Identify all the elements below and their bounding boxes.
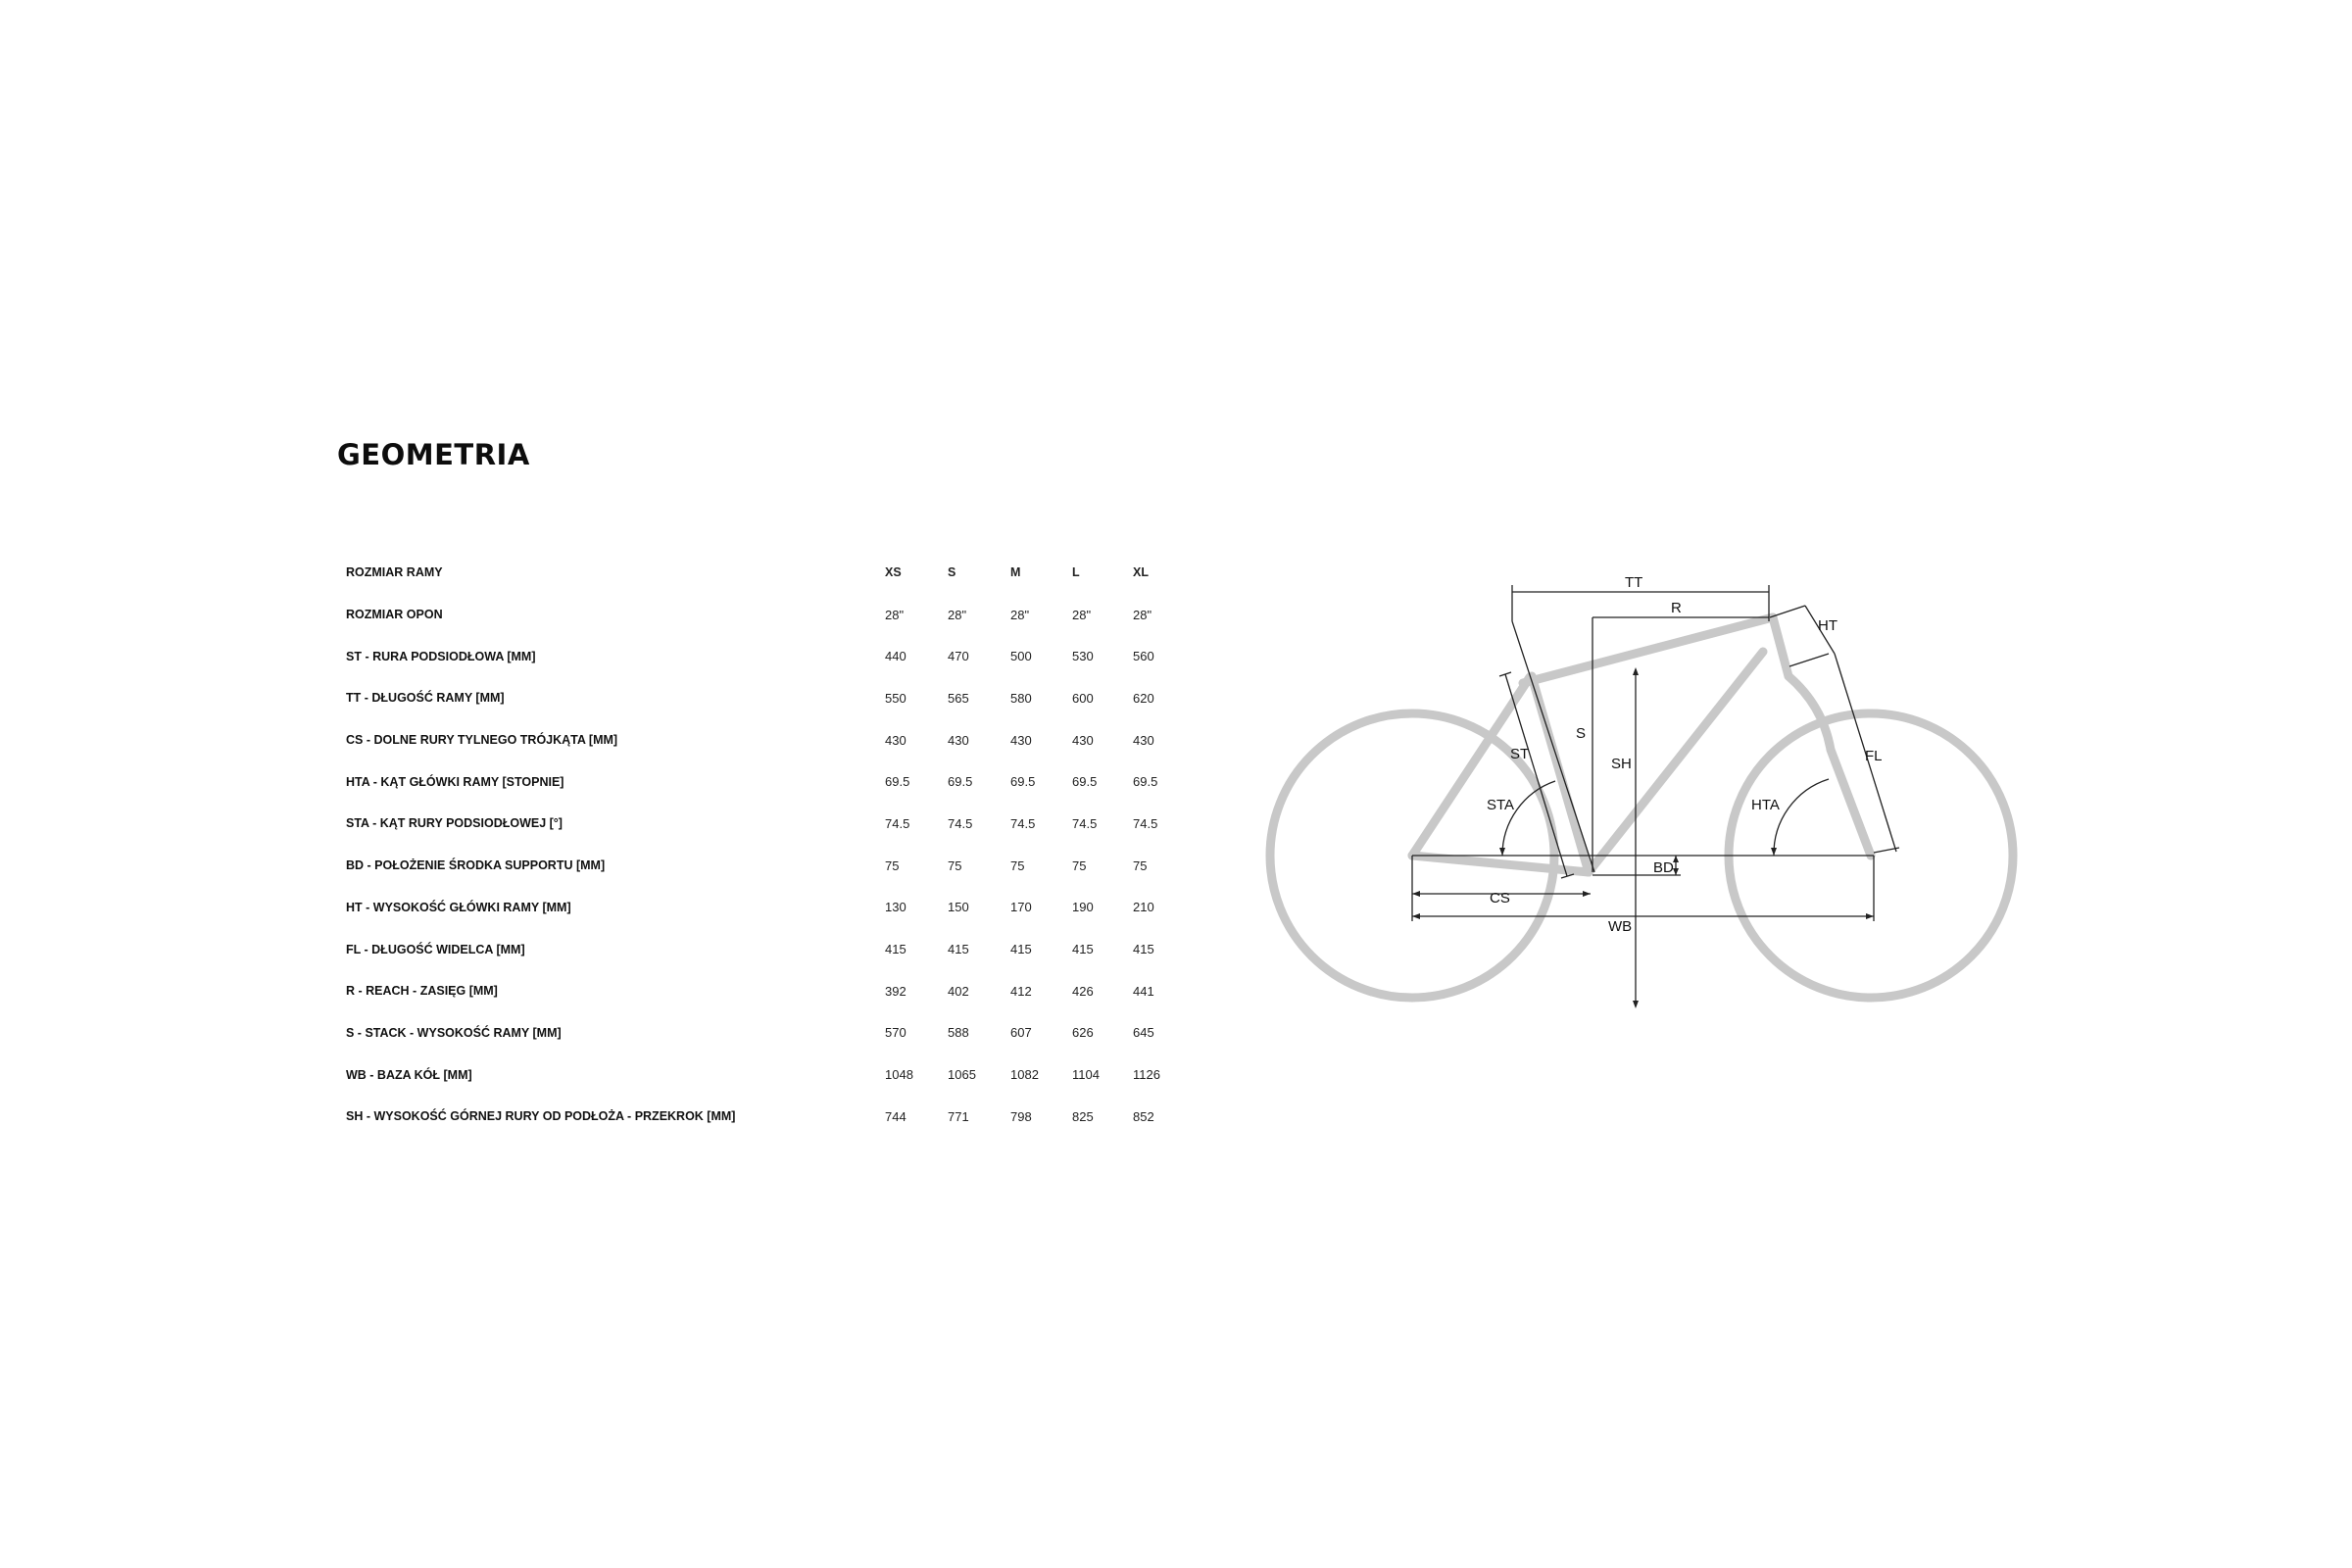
row-value: 626: [1072, 1025, 1094, 1041]
row-value: 530: [1072, 649, 1094, 664]
row-label: SH - WYSOKOŚĆ GÓRNEJ RURY OD PODŁOŻA - PRZEKROK [MM]: [346, 1109, 736, 1124]
row-value: 130: [885, 900, 906, 915]
hta-label: HTA: [1751, 797, 1780, 813]
row-value: 415: [1133, 942, 1154, 957]
frame: [1412, 617, 1871, 872]
dimension-arrows: [1412, 667, 1874, 1008]
row-value: 69.5: [1133, 774, 1158, 790]
row-value: 75: [1010, 858, 1025, 873]
row-value: 570: [885, 1025, 906, 1041]
row-label: ROZMIAR OPON: [346, 608, 443, 622]
row-label: STA - KĄT RURY PODSIODŁOWEJ [°]: [346, 816, 563, 831]
row-value: 28": [948, 607, 967, 622]
sh-label: SH: [1611, 756, 1632, 772]
row-value: 75: [885, 858, 900, 873]
row-label: FL - DŁUGOŚĆ WIDELCA [MM]: [346, 942, 525, 956]
row-label: WB - BAZA KÓŁ [MM]: [346, 1067, 472, 1082]
row-value: 28": [1133, 607, 1152, 622]
row-value: 415: [1072, 942, 1094, 957]
row-label: ST - RURA PODSIODŁOWA [MM]: [346, 649, 536, 663]
tt-label: TT: [1625, 574, 1643, 591]
row-value: 430: [1072, 732, 1094, 748]
row-value: 392: [885, 983, 906, 999]
page-title: GEOMETRIA: [337, 438, 530, 471]
row-value: 607: [1010, 1025, 1032, 1041]
row-value: 150: [948, 900, 969, 915]
row-value: 210: [1133, 900, 1154, 915]
row-value: 645: [1133, 1025, 1154, 1041]
row-value: 825: [1072, 1108, 1094, 1124]
bd-label: BD: [1653, 859, 1674, 876]
row-value: 74.5: [1072, 815, 1098, 831]
row-value: 744: [885, 1108, 906, 1124]
row-value: 771: [948, 1108, 969, 1124]
row-label: S - STACK - WYSOKOŚĆ RAMY [MM]: [346, 1025, 562, 1040]
row-value: 550: [885, 690, 906, 706]
sta-label: STA: [1487, 797, 1515, 813]
size-header: XL: [1133, 565, 1149, 580]
row-label: BD - POŁOŻENIE ŚRODKA SUPPORTU [MM]: [346, 858, 606, 873]
row-value: 1065: [948, 1067, 976, 1083]
st-label: ST: [1510, 746, 1530, 762]
wb-label: WB: [1608, 918, 1633, 935]
row-value: 402: [948, 983, 969, 999]
row-label: R - REACH - ZASIĘG [MM]: [346, 984, 498, 999]
row-value: 600: [1072, 690, 1094, 706]
row-value: 852: [1133, 1108, 1154, 1124]
size-header: XS: [885, 565, 902, 580]
row-value: 75: [1133, 858, 1148, 873]
row-value: 415: [1010, 942, 1032, 957]
row-label: HT - WYSOKOŚĆ GŁÓWKI RAMY [MM]: [346, 900, 571, 914]
size-header: M: [1010, 565, 1021, 580]
row-value: 1082: [1010, 1067, 1039, 1083]
size-header: S: [948, 565, 956, 580]
row-value: 415: [885, 942, 906, 957]
row-value: 412: [1010, 983, 1032, 999]
row-value: 580: [1010, 690, 1032, 706]
r-label: R: [1671, 600, 1682, 616]
row-value: 440: [885, 649, 906, 664]
cs-label: CS: [1490, 890, 1510, 906]
row-label: HTA - KĄT GŁÓWKI RAMY [STOPNIE]: [346, 774, 564, 789]
row-value: 565: [948, 690, 969, 706]
row-value: 441: [1133, 983, 1154, 999]
row-value: 415: [948, 942, 969, 957]
row-value: 426: [1072, 983, 1094, 999]
row-value: 74.5: [948, 815, 973, 831]
row-value: 28": [1010, 607, 1030, 622]
row-value: 69.5: [1072, 774, 1098, 790]
s-label: S: [1576, 725, 1587, 742]
row-value: 1126: [1133, 1067, 1160, 1083]
row-value: 69.5: [885, 774, 910, 790]
row-value: 430: [1133, 732, 1154, 748]
row-value: 28": [885, 607, 905, 622]
row-value: 430: [1010, 732, 1032, 748]
row-value: 74.5: [1133, 815, 1158, 831]
row-value: 28": [1072, 607, 1092, 622]
row-label: ROZMIAR RAMY: [346, 565, 443, 580]
ht-label: HT: [1818, 617, 1838, 634]
row-label: CS - DOLNE RURY TYLNEGO TRÓJKĄTA [MM]: [346, 733, 618, 748]
row-value: 170: [1010, 900, 1032, 915]
row-value: 69.5: [1010, 774, 1036, 790]
row-value: 430: [885, 732, 906, 748]
row-value: 620: [1133, 690, 1154, 706]
row-value: 560: [1133, 649, 1154, 664]
fl-label: FL: [1865, 748, 1883, 764]
row-value: 75: [948, 858, 962, 873]
row-value: 588: [948, 1025, 969, 1041]
row-value: 470: [948, 649, 969, 664]
row-value: 69.5: [948, 774, 973, 790]
row-value: 190: [1072, 900, 1094, 915]
row-value: 430: [948, 732, 969, 748]
row-value: 75: [1072, 858, 1087, 873]
row-value: 74.5: [1010, 815, 1036, 831]
row-value: 798: [1010, 1108, 1032, 1124]
row-value: 74.5: [885, 815, 910, 831]
row-value: 500: [1010, 649, 1032, 664]
row-value: 1048: [885, 1067, 913, 1083]
size-header: L: [1072, 565, 1080, 580]
row-value: 1104: [1072, 1067, 1100, 1083]
row-label: TT - DŁUGOŚĆ RAMY [MM]: [346, 691, 505, 706]
